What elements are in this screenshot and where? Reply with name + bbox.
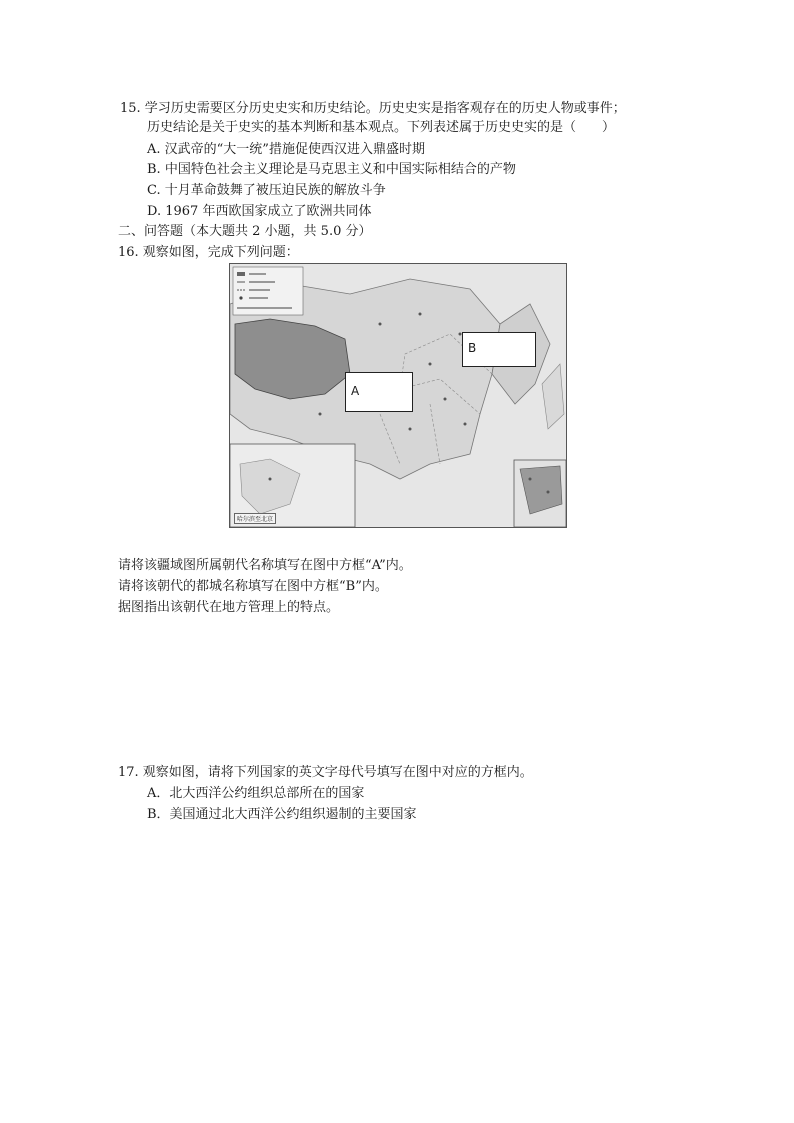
q17-option-a: A．北大西洋公约组织总部所在的国家 xyxy=(147,786,365,801)
answer-box-b-label: B xyxy=(468,341,477,355)
q16-stem: 16. 观察如图，完成下列问题： xyxy=(118,245,299,260)
q16-task-2: 请将该朝代的都城名称填写在图中方框“B”内。 xyxy=(118,579,388,594)
answer-box-b[interactable] xyxy=(462,332,536,367)
q15-option-a: A. 汉武帝的“大一统”措施促使西汉进入鼎盛时期 xyxy=(147,142,425,157)
q15-option-b: B. 中国特色社会主义理论是马克思主义和中国实际相结合的产物 xyxy=(147,162,516,177)
q15-option-d: D. 1967 年西欧国家成立了欧洲共同体 xyxy=(147,204,372,219)
q17-option-b: B．美国通过北大西洋公约组织遏制的主要国家 xyxy=(147,807,417,822)
q15-option-c: C. 十月革命鼓舞了被压迫民族的解放斗争 xyxy=(147,183,386,198)
q16-territory-map xyxy=(229,263,567,528)
answer-box-a-label: A xyxy=(351,384,360,398)
q17-stem: 17. 观察如图，请将下列国家的英文字母代号填写在图中对应的方框内。 xyxy=(118,765,533,780)
q15-stem-line2: 历史结论是关于史实的基本判断和基本观点。下列表述属于历史史实的是（ ） xyxy=(147,120,616,135)
answer-box-a[interactable] xyxy=(345,372,413,412)
section-heading: 二、问答题（本大题共 2 小题，共 5.0 分） xyxy=(118,224,372,239)
q16-task-3: 据图指出该朝代在地方管理上的特点。 xyxy=(118,600,340,615)
map-caption: 哈尔滨至北京 xyxy=(234,513,276,524)
q16-task-1: 请将该疆域图所属朝代名称填写在图中方框“A”内。 xyxy=(118,558,412,573)
q15-stem-line1: 15. 学习历史需要区分历史史实和历史结论。历史史实是指客观存在的历史人物或事件； xyxy=(120,101,626,116)
